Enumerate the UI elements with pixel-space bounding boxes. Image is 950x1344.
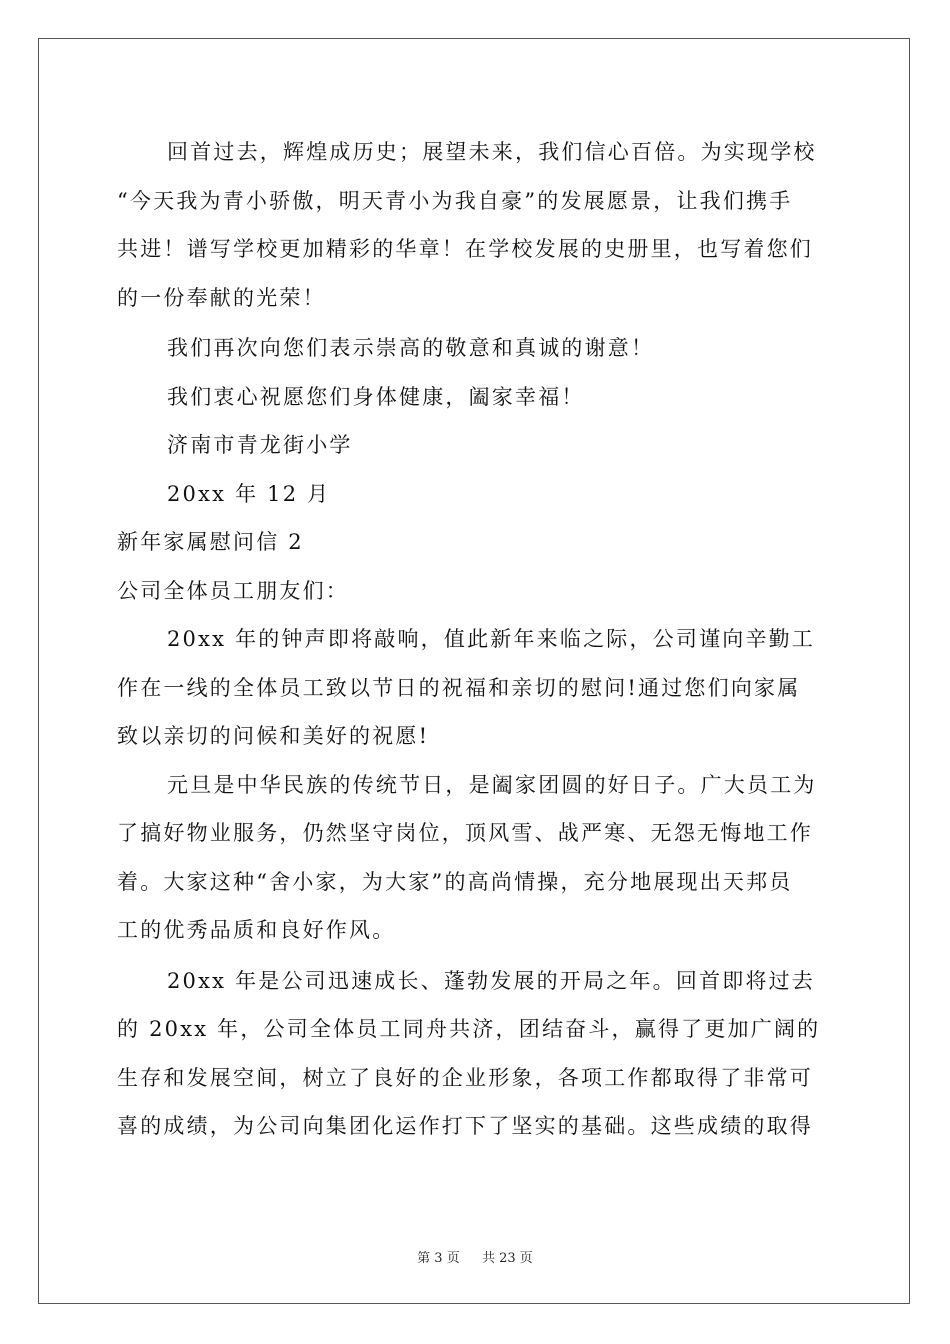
text-line: 20xx 年的钟声即将敲响，值此新年来临之际，公司谨向辛勤工	[167, 627, 816, 651]
text-line: “今天我为青小骄傲，明天青小为我自豪”的发展愿景，让我们携手	[117, 188, 793, 213]
text-line: 了搞好物业服务，仍然坚守岗位，顶风雪、战严寒、无怨无悔地工作	[117, 821, 813, 845]
text-line: 着。大家这种“舍小家，为大家”的高尚情操，充分地展现出天邦员	[117, 869, 793, 894]
text-line: 喜的成绩，为公司向集团化运作打下了坚实的基础。这些成绩的取得	[117, 1114, 813, 1138]
salutation: 公司全体员工朋友们：	[117, 578, 349, 603]
document-body	[117, 128, 833, 1151]
page-number: 第 3 页	[417, 1251, 460, 1266]
page-total: 共 23 页	[482, 1251, 533, 1266]
text-line: 的 20xx 年，公司全体员工同舟共济，团结奋斗，赢得了更加广阔的	[117, 1017, 821, 1041]
text-line: 作在一线的全体员工致以节日的祝福和亲切的慰问!通过您们向家属	[117, 675, 801, 700]
text-line: 20xx 年是公司迅速成长、蓬勃发展的开局之年。回首即将过去	[167, 968, 816, 993]
page-footer	[0, 1247, 950, 1266]
section-title: 新年家属慰问信 2	[117, 530, 304, 554]
text-line: 的一份奉献的光荣！	[117, 285, 326, 310]
text-line: 致以亲切的问候和美好的祝愿!	[117, 724, 430, 748]
text-line: 济南市青龙街小学	[167, 433, 353, 457]
text-line: 我们衷心祝愿您们身体健康，阖家幸福！	[167, 384, 585, 409]
text-line: 共进！谱写学校更加精彩的华章！在学校发展的史册里，也写着您们	[117, 237, 813, 261]
text-line: 20xx 年 12 月	[167, 481, 331, 506]
text-line: 元旦是中华民族的传统节日，是阖家团圆的好日子。广大员工为	[167, 772, 817, 797]
text-line: 回首过去，辉煌成历史；展望未来，我们信心百倍。为实现学校	[167, 140, 817, 164]
text-line: 我们再次向您们表示崇高的敬意和真诚的谢意！	[167, 336, 655, 360]
text-line: 工的优秀品质和良好作风。	[117, 918, 396, 942]
text-line: 生存和发展空间，树立了良好的企业形象，各项工作都取得了非常可	[117, 1065, 813, 1090]
